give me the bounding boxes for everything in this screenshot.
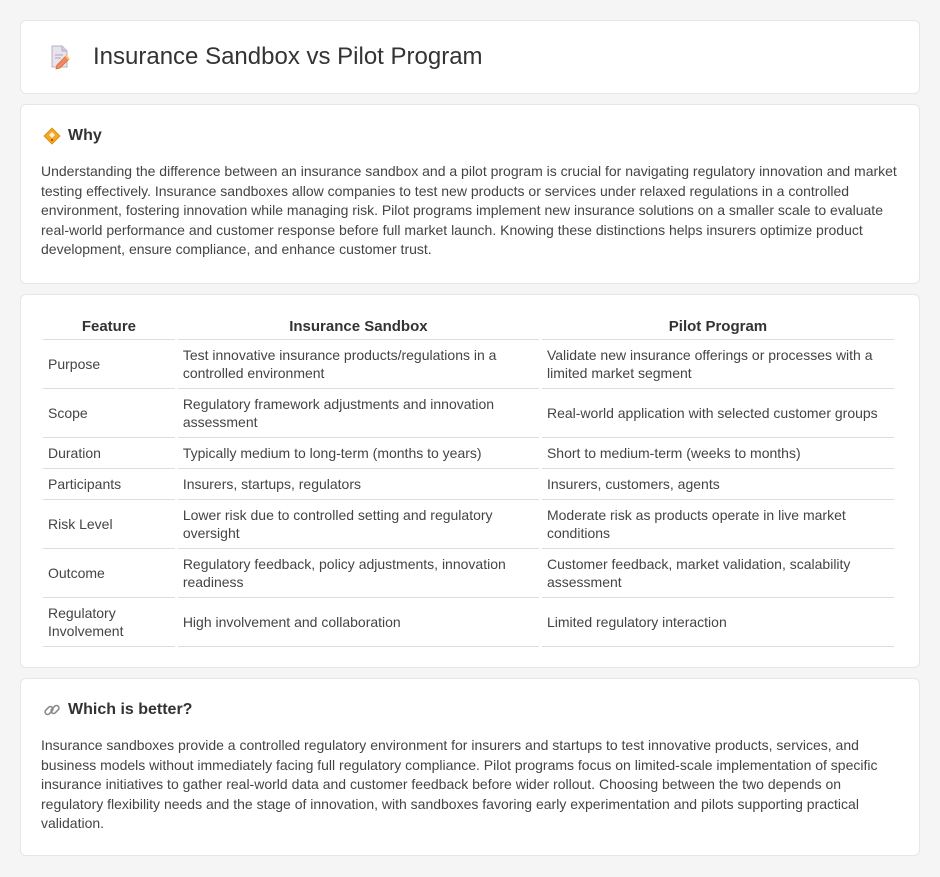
row-feature: Scope [43,389,175,438]
header-card [20,20,920,94]
row-sandbox-value: Lower risk due to controlled setting and regulatory oversight [178,500,539,549]
row-feature: Outcome [43,549,175,598]
table-row [43,549,894,598]
which-better-title: Which is better? [68,701,193,718]
row-pilot-value: Moderate risk as products operate in live market conditions [542,500,894,549]
row-sandbox-value: Regulatory framework adjustments and innovation assessment [178,389,539,438]
table-row [43,500,894,549]
which-better-text: Insurance sandboxes provide a controlled regulatory environment for insurers and startups to test innovative products, services, and business models without immediately facing full regulatory compliance. Pilot programs focus on limited-scale implementation of specific insurance initiatives to gather real-world data and customer feedback before wider rollout. Choosing between the two depends on regulatory flexibility needs and the stage of innovation, with sandboxes favoring early experimentation and pilots supporting practical validation. [41,737,878,832]
row-sandbox-value: Test innovative insurance products/regulations in a controlled environment [178,340,539,389]
row-sandbox-value: Regulatory feedback, policy adjustments, innovation readiness [178,549,539,598]
row-pilot-value: Real-world application with selected customer groups [542,389,894,438]
link-icon [43,701,61,719]
row-feature: Participants [43,469,175,500]
why-title: Why [68,127,102,144]
table-row [43,598,894,647]
diamond-warning-icon [43,127,61,145]
table-row [43,340,894,389]
table-row [43,469,894,500]
comparison-table [40,317,897,647]
table-row [43,438,894,469]
why-section [20,104,920,284]
which-better-section [20,678,920,856]
table-header-row [43,317,894,340]
row-pilot-value: Validate new insurance offerings or processes with a limited market segment [542,340,894,389]
row-pilot-value: Short to medium-term (weeks to months) [542,438,894,469]
row-feature: Duration [43,438,175,469]
header-feature: Feature [43,317,175,340]
row-sandbox-value: High involvement and collaboration [178,598,539,647]
header-insurance-sandbox: Insurance Sandbox [178,317,539,340]
row-pilot-value: Insurers, customers, agents [542,469,894,500]
table-row [43,389,894,438]
row-feature: Regulatory Involvement [43,598,175,647]
why-text: Understanding the difference between an insurance sandbox and a pilot program is crucial for navigating regulatory innovation and market testing effectively. Insurance sandboxes allow companies to test new products or services under relaxed regulations in a controlled environment, fostering innovation while managing risk. Pilot programs implement new insurance solutions on a smaller scale to evaluate real-world performance and customer response before full market launch. Knowing these distinctions helps insurers optimize product development, ensure compliance, and enhance customer trust. [41,163,897,258]
page-title: Insurance Sandbox vs Pilot Program [93,43,483,70]
row-pilot-value: Customer feedback, market validation, scalability assessment [542,549,894,598]
comparison-card [20,294,920,668]
row-pilot-value: Limited regulatory interaction [542,598,894,647]
row-feature: Risk Level [43,500,175,549]
row-sandbox-value: Typically medium to long-term (months to years) [178,438,539,469]
row-sandbox-value: Insurers, startups, regulators [178,469,539,500]
document-edit-icon [45,43,73,71]
row-feature: Purpose [43,340,175,389]
header-pilot-program: Pilot Program [542,317,894,340]
